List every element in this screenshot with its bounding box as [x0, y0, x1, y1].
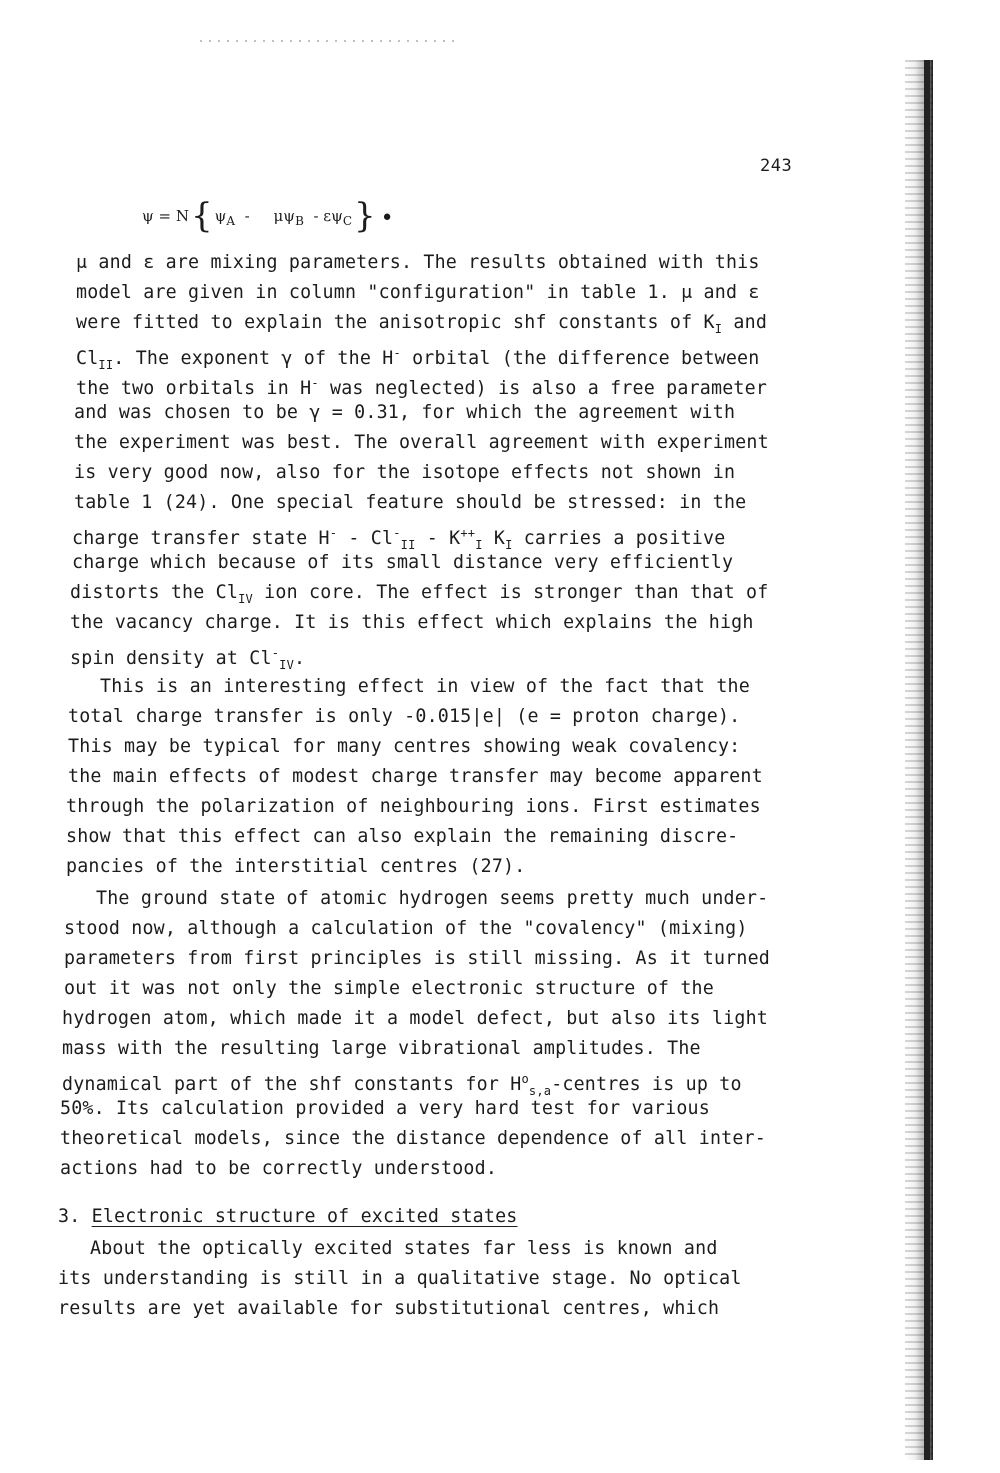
text-line: and was chosen to be γ = 0.31, for which the agreement with: [74, 402, 736, 423]
text-line: dynamical part of the shf constants for $H^o_{s,a}$-centres is up to: [62, 1072, 742, 1098]
wavefunction-equation: ψ = N{ $\psi_A$ - $\mu\psi_B - \varepsilon\psi_C$} •: [142, 196, 394, 236]
text-line: theoretical models, since the distance dependence of all inter-: [60, 1128, 766, 1149]
text-line: through the polarization of neighbouring ions. First estimates: [66, 796, 761, 817]
text-line: were fitted to explain the anisotropic shf constants of $K_I$ and: [76, 312, 768, 336]
section-number: 3.: [58, 1206, 81, 1227]
text-line: is very good now, also for the isotope effects not shown in: [74, 462, 736, 483]
text-line: charge which because of its small distance very efficiently: [72, 552, 734, 573]
text-line: out it was not only the simple electronic structure of the: [64, 978, 714, 999]
text-line: This may be typical for many centres showing weak covalency:: [68, 736, 741, 757]
text-line: actions had to be correctly understood.: [60, 1158, 498, 1179]
text-line: About the optically excited states far less is known and: [90, 1238, 718, 1259]
text-line: charge transfer state $H^- - Cl^-_{II} - K^{++}_I$ $K_I$ carries a positive: [72, 526, 726, 552]
text-line: its understanding is still in a qualitative stage. No optical: [58, 1268, 742, 1289]
text-line: mass with the resulting large vibrational amplitudes. The: [62, 1038, 701, 1059]
text-line: the main effects of modest charge transfer may become apparent: [68, 766, 763, 787]
text-line: $Cl_{II}$. The exponent γ of the H- orbital (the difference between: [76, 346, 760, 372]
text-line: show that this effect can also explain the remaining discre-: [66, 826, 739, 847]
text-line: the two orbitals in H- was neglected) is also a free parameter: [76, 376, 768, 399]
text-line: the vacancy charge. It is this effect which explains the high: [70, 612, 754, 633]
page-number: 243: [760, 156, 793, 176]
text-line: spin density at $Cl^-_{IV}$.: [70, 646, 306, 672]
text-line: model are given in column "configuration" in table 1. μ and ε: [76, 282, 760, 303]
text-line: distorts the $Cl_{IV}$ ion core. The effect is stronger than that of: [70, 582, 769, 606]
text-line: 50%. Its calculation provided a very hard test for various: [60, 1098, 710, 1119]
section-heading: [58, 1206, 517, 1228]
scan-artifact: [200, 40, 460, 42]
text-line: μ and ε are mixing parameters. The results obtained with this: [76, 252, 760, 273]
text-line: pancies of the interstitial centres (27).: [66, 856, 526, 877]
text-line: results are yet available for substitutional centres, which: [58, 1298, 720, 1319]
text-line: stood now, although a calculation of the "covalency" (mixing): [64, 918, 748, 939]
text-line: the experiment was best. The overall agreement with experiment: [74, 432, 769, 453]
text-line: table 1 (24). One special feature should be stressed: in the: [74, 492, 747, 513]
text-line: hydrogen atom, which made it a model defect, but also its light: [62, 1008, 768, 1029]
text-line: This is an interesting effect in view of the fact that the: [100, 676, 750, 697]
text-line: parameters from first principles is still missing. As it turned: [64, 948, 770, 969]
text-line: total charge transfer is only -0.015|e| (e = proton charge).: [68, 706, 741, 727]
text-line: The ground state of atomic hydrogen seems pretty much under-: [96, 888, 769, 909]
scan-edge-bar: [924, 60, 930, 1460]
section-title: Electronic structure of excited states: [91, 1206, 518, 1227]
